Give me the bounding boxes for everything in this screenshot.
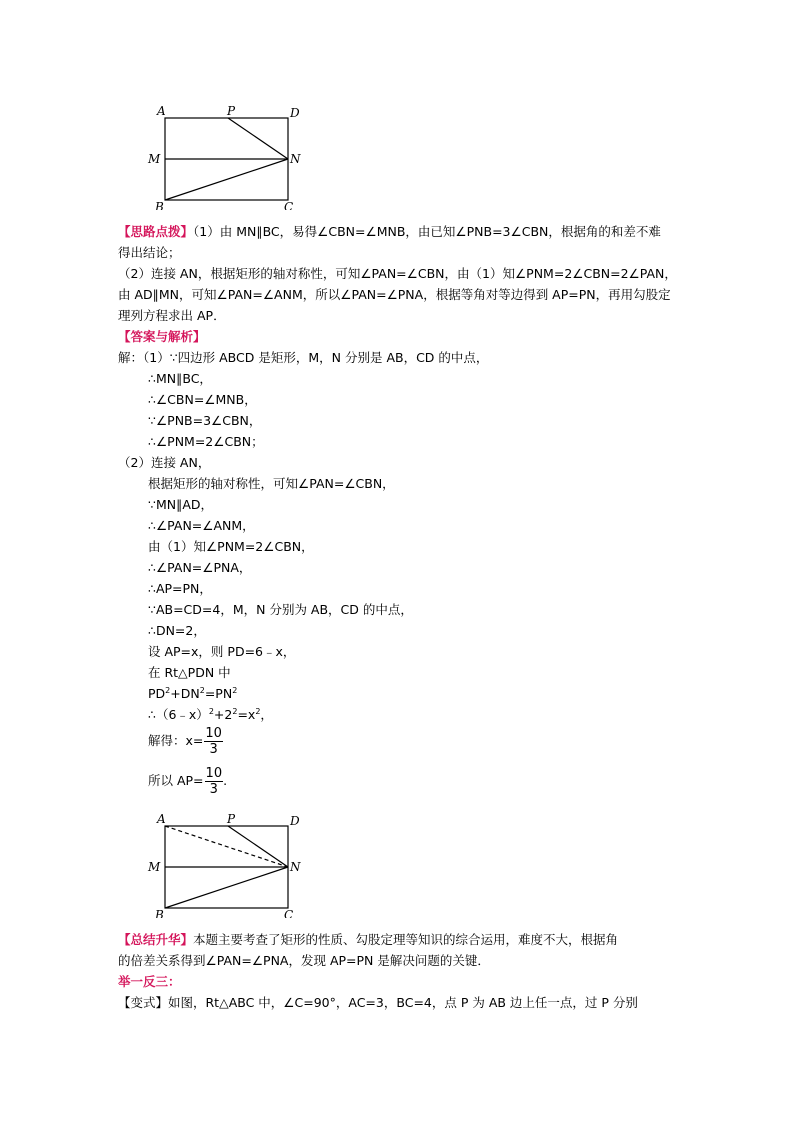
label-C: C — [284, 200, 294, 210]
hint-line-2: 得出结论； — [118, 245, 181, 260]
label-A: A — [157, 104, 166, 118]
summary-line-1: 【总结升华】本题主要考查了矩形的性质、勾股定理等知识的综合运用，难度不大，根据角 — [118, 932, 619, 947]
hint-line-3: （2）连接 AN，根据矩形的轴对称性，可知∠PAN=∠CBN，由（1）知∠PNM=2∠CBN=2∠PAN， — [118, 266, 677, 281]
answer-line: ∴AP=PN， — [148, 581, 212, 596]
answer-line: 在 Rt△PDN 中 — [148, 665, 231, 680]
result-line: 所以 AP= $\frac{10}{3}$ . — [148, 766, 228, 797]
label-P: P — [227, 812, 236, 826]
summary-title: 【总结升华】 — [118, 932, 194, 947]
answer-line: ∵AB=CD=4，M，N 分别为 AB，CD 的中点， — [148, 602, 413, 617]
label-B: B — [155, 200, 164, 210]
solve-line: 解得：x= $\frac{10}{3}$ — [148, 726, 222, 757]
pythagoras-line: $PD^2+DN^2=PN^2$ — [148, 686, 238, 701]
answer-line: ∵∠PNB=3∠CBN， — [148, 413, 262, 428]
answer-line: ∴∠CBN=∠MNB， — [148, 392, 257, 407]
label-N: N — [290, 152, 301, 166]
equation-line: $\therefore(6﹣x)^2+2^2=x^2$， — [148, 707, 273, 722]
hint-title: 【思路点拨】 — [118, 224, 194, 239]
summary-line-2: 的倍差关系得到∠PAN=∠PNA，发现 AP=PN 是解决问题的关键． — [118, 953, 490, 968]
label-P: P — [227, 104, 236, 118]
label-D: D — [290, 814, 300, 828]
label-B: B — [155, 908, 164, 918]
label-D: D — [290, 106, 300, 120]
answer-title: 【答案与解析】 — [118, 329, 206, 344]
variant-line-1: 【变式】如图，Rt△ABC 中，∠C=90°，AC=3，BC=4，点 P 为 AB 边上任一点，过 P 分别 — [118, 995, 638, 1010]
fraction: $\frac{10}{3}$ — [205, 766, 223, 797]
hint-line-1 — [118, 222, 694, 242]
label-C: C — [284, 908, 294, 918]
figure-1-svg — [140, 100, 320, 210]
label-A: A — [157, 812, 166, 826]
figure-2-svg — [140, 808, 320, 918]
variant-title: 举一反三： — [118, 974, 181, 989]
fraction: $\frac{10}{3}$ — [205, 726, 222, 757]
answer-line: ∴DN=2， — [148, 623, 206, 638]
hint-text-1: （1）由 MN∥BC，易得∠CBN=∠MNB，由已知∠PNB=3∠CBN，根据角的和差不难 — [193, 224, 661, 239]
answer-line: （2）连接 AN， — [118, 455, 211, 470]
answer-line: 设 AP=x，则 PD=6﹣x， — [148, 644, 296, 659]
hint-line-4: 由 AD∥MN，可知∠PAN=∠ANM，所以∠PAN=∠PNA，根据等角对等边得到 AP=PN，再用勾股定 — [118, 287, 671, 302]
figure-rectangle-1 — [140, 100, 320, 210]
answer-line: ∴MN∥BC， — [148, 371, 212, 386]
answer-line: ∴∠PAN=∠ANM， — [148, 518, 255, 533]
label-M: M — [148, 860, 161, 874]
answer-line: 根据矩形的轴对称性，可知∠PAN=∠CBN， — [148, 476, 395, 491]
hint-line-5: 理列方程求出 AP． — [118, 308, 226, 323]
label-M: M — [148, 152, 161, 166]
figure-rectangle-2 — [140, 808, 320, 918]
answer-line: ∴∠PNM=2∠CBN； — [148, 434, 264, 449]
answer-line: ∵MN∥AD， — [148, 497, 214, 512]
answer-line: ∴∠PAN=∠PNA， — [148, 560, 252, 575]
label-N: N — [290, 860, 301, 874]
answer-line: 解：（1）∵四边形 ABCD 是矩形，M，N 分别是 AB，CD 的中点， — [118, 350, 489, 365]
answer-line: 由（1）知∠PNM=2∠CBN， — [148, 539, 314, 554]
